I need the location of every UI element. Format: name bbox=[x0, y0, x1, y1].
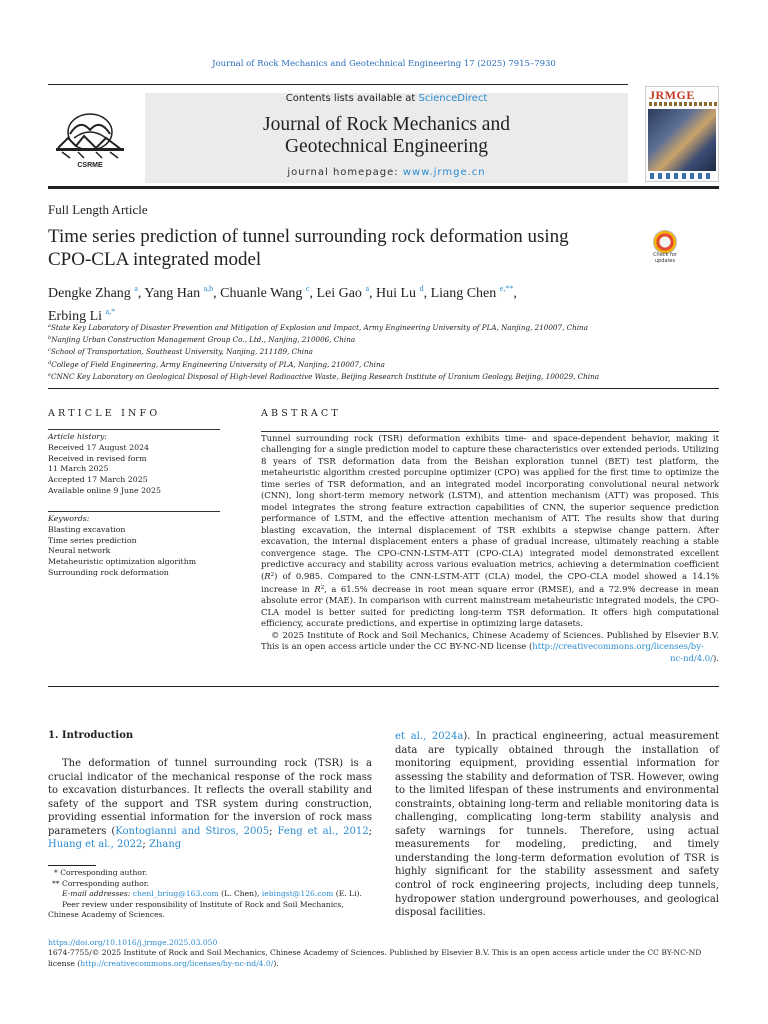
keyword-item: Blasting excavation bbox=[48, 524, 126, 534]
citation-link[interactable]: Zhang bbox=[148, 839, 182, 851]
check-updates-label: Check for updates bbox=[653, 252, 677, 264]
affiliation-item bbox=[48, 370, 728, 382]
affiliation-sup: d bbox=[48, 359, 52, 366]
footnote-rule bbox=[48, 865, 96, 866]
title-line2: CPO-CLA integrated model bbox=[48, 249, 262, 270]
r2-symbol: R bbox=[314, 583, 321, 594]
license-end: ). bbox=[713, 652, 719, 663]
abstract-part: ) of 0.985. Compared to the CNN-LSTM-ATT (CLA) model, the CPO-CLA model showed a 14.1% increase in bbox=[261, 571, 719, 594]
top-rule bbox=[48, 84, 628, 85]
contents-prefix: Contents lists available at bbox=[285, 93, 419, 104]
intro-right-column bbox=[395, 730, 719, 920]
history-item: Available online 9 June 2025 bbox=[48, 485, 161, 495]
footnotes bbox=[48, 868, 374, 921]
journal-citation[interactable]: Journal of Rock Mechanics and Geotechnical Engineering 17 (2025) 7915–7930 bbox=[212, 59, 556, 69]
affiliations bbox=[48, 321, 728, 382]
author-name[interactable]: Chuanle Wang bbox=[220, 286, 303, 301]
journal-cover-image[interactable] bbox=[645, 86, 719, 182]
check-for-updates-button[interactable] bbox=[647, 230, 683, 266]
email-link[interactable]: iebingst@126.com bbox=[261, 889, 334, 899]
section-rule bbox=[48, 388, 719, 389]
header-thick-rule bbox=[48, 186, 719, 189]
author-name[interactable]: Liang Chen bbox=[430, 286, 497, 301]
footer-copy-text: 1674-7755/© 2025 Institute of Rock and Soil Mechanics, Chinese Academy of Sciences. Published by Elsevier B.V. This is an open access article under the CC BY-NC-ND license ( bbox=[48, 948, 702, 968]
citation-link[interactable]: et al., 2024a bbox=[395, 731, 464, 742]
journal-homepage bbox=[145, 167, 628, 178]
contents-line bbox=[145, 93, 628, 104]
affiliation-item bbox=[48, 345, 728, 357]
keyword-item: Metaheuristic optimization algorithm bbox=[48, 557, 197, 567]
footnote-corresponding: * Corresponding author. bbox=[54, 868, 148, 877]
info-rule bbox=[48, 429, 220, 430]
author-name[interactable]: Hui Lu bbox=[376, 286, 417, 301]
title-line1: Time series prediction of tunnel surrounding rock deformation using bbox=[48, 226, 569, 247]
keyword-item: Neural network bbox=[48, 546, 111, 556]
keywords bbox=[48, 514, 220, 579]
affiliation-sup: b bbox=[48, 335, 52, 342]
history-item: Received in revised form bbox=[48, 453, 147, 463]
citation-sep: ; bbox=[142, 839, 149, 851]
cover-photo bbox=[648, 109, 716, 171]
citation-sep: ; bbox=[269, 825, 278, 837]
peer-review-note: Peer review under responsibility of Institute of Rock and Soil Mechanics, Chinese Academy of Sciences. bbox=[48, 899, 344, 920]
logo-text: CSRME bbox=[77, 162, 103, 169]
cover-title: JRMGE bbox=[649, 88, 695, 102]
email-label: E-mail addresses: bbox=[62, 889, 133, 899]
citation-link[interactable]: Kontogianni and Stiros, 2005 bbox=[115, 825, 270, 837]
affiliation-text: CNNC Key Laboratory on Geological Disposal of High-level Radioactive Waste, Beijing Research Institute of Uranium Geology, Beijing, 100029, China bbox=[50, 371, 599, 381]
license-link-end[interactable]: nc-nd/4.0/ bbox=[670, 652, 714, 663]
citation-sep: ; bbox=[368, 825, 373, 837]
affiliation-sup: c bbox=[48, 347, 51, 354]
affiliation-item bbox=[48, 333, 728, 345]
r2-exponent: 2 bbox=[320, 584, 325, 591]
history-item: Received 17 August 2024 bbox=[48, 442, 149, 452]
author-name[interactable]: Lei Gao bbox=[316, 286, 362, 301]
footer-copyright bbox=[48, 948, 719, 969]
history-item: 11 March 2025 bbox=[48, 464, 109, 474]
abstract-part: Tunnel surrounding rock (TSR) deformation exhibits time- and space-dependent behavior, making it challenging for a single prediction model to capture these characteristics over extended periods. Utilizing 8 years of TSR deformation data from the Beishan exploration tunnel (BET) test platform, the metaheuristic algorithm crested porcupine optimizer (CPO) was applied for the first time to optimize the time series of TSR deformation, and an integrated model incorporating convolutional neural network (CNN), long short-term memory network (LSTM), and attention mechanism (ATT) was proposed. This model integrates the strong feature extraction capabilities of CNN, the superior sequence prediction performance of LSTM, and the effective attention mechanism of ATT. The results show that during blasting excavation, the internal displacement of TSR exhibits a stepwise change pattern. After excavation, the internal displacement enters a phase of gradual increase, ultimately reaching a stable convergence stage. The CPO-CNN-LSTM-ATT (CPO-CLA) integrated model demonstrated excellent predictive accuracy and stability across various evaluation metrics, achieving a determination coefficient ( bbox=[261, 433, 719, 582]
affiliation-text: School of Transportation, Southeast University, Nanjing, 211189, China bbox=[50, 347, 313, 357]
abstract-heading: ABSTRACT bbox=[261, 408, 341, 419]
footer-license-link[interactable]: http://creativecommons.org/licenses/by-nc-nd/4.0/ bbox=[80, 958, 274, 968]
journal-name bbox=[145, 114, 628, 158]
r2-exponent: 2 bbox=[270, 572, 275, 579]
r2-symbol: R bbox=[264, 571, 271, 582]
author-sup[interactable]: e,** bbox=[499, 284, 514, 293]
intro-left-column bbox=[48, 757, 372, 852]
author-sup[interactable]: a bbox=[365, 284, 369, 293]
affiliation-sup: e bbox=[48, 371, 51, 378]
footer-copy-end: ). bbox=[273, 958, 279, 968]
doi-link[interactable]: https://doi.org/10.1016/j.jrmge.2025.03.050 bbox=[48, 938, 218, 947]
abstract-rule bbox=[261, 431, 719, 432]
check-updates-icon bbox=[653, 230, 677, 254]
author-sup[interactable]: c bbox=[305, 284, 310, 293]
keyword-item: Surrounding rock deformation bbox=[48, 567, 169, 577]
affiliation-text: Nanjing Urban Construction Management Group Co., Ltd., Nanjing, 210006, China bbox=[51, 335, 356, 345]
affiliation-item bbox=[48, 358, 728, 370]
affiliation-text: College of Field Engineering, Army Engineering University of PLA, Nanjing, 210007, China bbox=[51, 359, 385, 369]
author-list: Dengke Zhang $^a$, Yang Han $^{a,b}$, Chuanle Wang $^c$, Lei Gao $^a$, Hui Lu $^d$, Liang Chen $^{e,**}$, Erbing Li $^{a,*}$ bbox=[48, 284, 517, 324]
journal-name-line2: Geotechnical Engineering bbox=[284, 136, 489, 157]
history-item: Accepted 17 March 2025 bbox=[48, 475, 148, 485]
article-history bbox=[48, 432, 220, 497]
intro-text: The deformation of tunnel surrounding rock (TSR) is a crucial indicator of the mechanical response of the rock mass to excavation disturbances. It reflects the overall stability and safety of the support and TSR system during construction, providing essential information for the inversion of rock mass parameters ( bbox=[48, 758, 372, 837]
affiliation-sup: a bbox=[48, 323, 51, 329]
author-name[interactable]: Erbing Li bbox=[48, 309, 103, 324]
license-link[interactable]: http://creativecommons.org/licenses/by- bbox=[532, 641, 704, 652]
sciencedirect-link[interactable]: ScienceDirect bbox=[418, 93, 488, 104]
abstract-copyright bbox=[261, 630, 719, 653]
history-label: Article history: bbox=[48, 432, 108, 441]
cover-footer-decoration bbox=[650, 173, 714, 179]
citation-link[interactable]: Huang et al., 2022 bbox=[48, 839, 143, 851]
article-type: Full Length Article bbox=[48, 202, 148, 217]
keywords-label: Keywords: bbox=[48, 514, 90, 523]
section-rule bbox=[48, 686, 719, 687]
affiliation-item bbox=[48, 321, 728, 333]
email-owner: (E. Li). bbox=[333, 889, 362, 899]
article-info-heading: ARTICLE INFO bbox=[48, 408, 161, 419]
intro-heading: 1. Introduction bbox=[48, 730, 134, 741]
journal-name-line1: Journal of Rock Mechanics and bbox=[263, 114, 510, 135]
affiliation-text: State Key Laboratory of Disaster Prevention and Mitigation of Explosion and Impact, Army Engineering University of PLA, Nanjing, 210007, China bbox=[50, 323, 588, 332]
homepage-link[interactable]: www.jrmge.cn bbox=[402, 167, 486, 178]
abstract-part: , a 61.5% decrease in root mean square error (RMSE), and a 72.9% decrease in mean absolute error (MAE). In comparison with current mainstream metaheuristic integrated models, the CPO-CLA model is better suited for predicting long-term TSR deformation. It offers high computational efficiency, accurate predictions, and expertise in optimizing large datasets. bbox=[261, 583, 719, 629]
abstract-text bbox=[261, 433, 719, 664]
citation-link[interactable]: Feng et al., 2012 bbox=[277, 825, 369, 837]
email-link[interactable]: chenl_briug@163.com bbox=[132, 889, 219, 899]
footnote-corresponding: ** Corresponding author. bbox=[52, 878, 149, 888]
author-name[interactable]: Yang Han bbox=[144, 286, 201, 301]
info-rule bbox=[48, 511, 220, 512]
csrme-logo-icon bbox=[48, 108, 132, 172]
intro-text: ). In practical engineering, actual measurement data are typically obtained through the installation of monitoring equipment, providing essential information for assessing the stability and deformation of TSR. However, owing to the limited lifespan of these instruments and environmental constraints, obtaining long-term and reliable monitoring data is challenging, complicating long-term stability analysis and safety warnings for tunnels. Therefore, using actual measurements for modeling, predicting, and timely understanding the long-term deformation evolution of TSR is highly significant for the stability assessment and safety control of rock engineering projects, including deep tunnels, hydropower station underground powerhouses, and geological disposal facilities. bbox=[395, 731, 719, 919]
license-line-end bbox=[261, 653, 719, 664]
author-sup[interactable]: d bbox=[419, 284, 424, 293]
cover-subtitle-decoration bbox=[649, 102, 717, 106]
homepage-prefix: journal homepage: bbox=[287, 167, 403, 178]
author-sup[interactable]: a bbox=[134, 284, 138, 293]
copyright-text: © 2025 Institute of Rock and Soil Mechanics, Chinese Academy of Sciences. Published by Elsevier B.V. This is an open access article under the CC BY-NC-ND license ( bbox=[261, 629, 719, 652]
author-sup[interactable]: a,b bbox=[203, 284, 214, 293]
email-owner: (L. Chen), bbox=[218, 889, 262, 899]
author-sup[interactable]: a,* bbox=[105, 307, 116, 316]
author-name[interactable]: Dengke Zhang bbox=[48, 286, 131, 301]
article-title bbox=[48, 225, 638, 271]
keyword-item: Time series prediction bbox=[48, 535, 137, 545]
